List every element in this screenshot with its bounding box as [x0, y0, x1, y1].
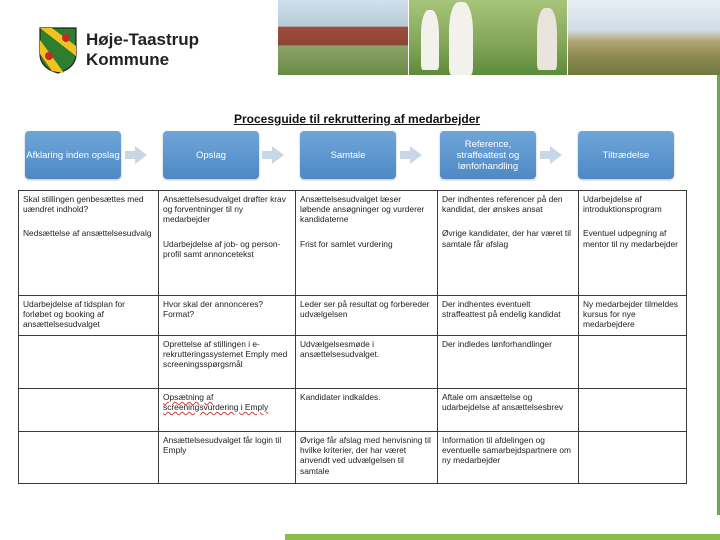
- table-row: [19, 389, 687, 432]
- phase-afklaring: Afklaring inden opslag: [25, 131, 121, 179]
- table-row: [19, 432, 687, 484]
- kommune-logo: [38, 26, 199, 74]
- arrow-right-icon: [550, 146, 562, 164]
- table-cell: Aftale om ansættelse og udarbejdelse af ansættelsesbrev: [438, 389, 579, 432]
- table-cell: Ansættelsesudvalget får login til Emply: [159, 432, 296, 484]
- phase-tiltraedelse: Tiltrædelse: [578, 131, 674, 179]
- bottom-accent-bar: [285, 534, 720, 540]
- table-cell: Ansættelsesudvalget drøfter krav og forventninger til ny medarbejder Udarbejdelse af job- og person-profil samt annoncetekst: [159, 191, 296, 296]
- org-name-line2: Kommune: [86, 50, 170, 69]
- arrow-right-icon: [135, 146, 147, 164]
- table-cell: Der indhentes referencer på den kandidat, der ønskes ansat Øvrige kandidater, der har været til samtale får afslag: [438, 191, 579, 296]
- phase-samtale: Samtale: [300, 131, 396, 179]
- table-cell: Ansættelsesudvalget læser løbende ansøgninger og vurderer kandidaterne Frist for samlet vurdering: [296, 191, 438, 296]
- phase-reference: Reference, straffeattest og lønforhandling: [440, 131, 536, 179]
- table-cell: [19, 432, 159, 484]
- arrow-right-icon: [410, 146, 422, 164]
- table-cell: [19, 336, 159, 389]
- people-photo: [409, 0, 567, 75]
- process-table: [18, 190, 687, 484]
- table-cell: Hvor skal der annonceres? Format?: [159, 296, 296, 336]
- table-row: [19, 336, 687, 389]
- arrow-right-icon: [272, 146, 284, 164]
- coat-of-arms-icon: [38, 26, 78, 74]
- header-photo-strip: [278, 0, 720, 75]
- table-cell: Ny medarbejder tilmeldes kursus for nye medarbejdere: [579, 296, 687, 336]
- table-cell: Øvrige får afslag med henvisning til hvilke kriterier, der har været anvendt ved udvælgelsen til samtale: [296, 432, 438, 484]
- table-cell: Opsætning af screeningsvurdering i Emply: [159, 389, 296, 432]
- page-title: Procesguide til rekruttering af medarbejder: [234, 112, 481, 126]
- table-cell: [19, 389, 159, 432]
- org-name-line1: Høje-Taastrup: [86, 30, 200, 49]
- table-cell: Udarbejdelse af introduktionsprogram Eventuel udpegning af mentor til ny medarbejder: [579, 191, 687, 296]
- table-cell: Leder ser på resultat og forbereder udvælgelsen: [296, 296, 438, 336]
- table-cell: [579, 336, 687, 389]
- table-cell: Der indledes lønforhandlinger: [438, 336, 579, 389]
- table-cell: Information til afdelingen og eventuelle samarbejdspartnere om ny medarbejder: [438, 432, 579, 484]
- table-cell: Der indhentes eventuelt straffeattest på endelig kandidat: [438, 296, 579, 336]
- table-row: [19, 191, 687, 296]
- landscape-photo: [568, 0, 720, 75]
- building-photo: [278, 0, 408, 75]
- table-cell: Kandidater indkaldes.: [296, 389, 438, 432]
- phase-opslag: Opslag: [163, 131, 259, 179]
- table-cell: Oprettelse af stillingen i e-rekrutteringssystemet Emply med screeningsspørgsmål: [159, 336, 296, 389]
- table-cell: [579, 432, 687, 484]
- table-cell: [579, 389, 687, 432]
- table-cell: Udvælgelsesmøde i ansættelsesudvalget.: [296, 336, 438, 389]
- table-cell: Skal stillingen genbesættes med uændret indhold? Nedsættelse af ansættelsesudvalg: [19, 191, 159, 296]
- table-row: [19, 296, 687, 336]
- table-cell: Udarbejdelse af tidsplan for forløbet og booking af ansættelsesudvalget: [19, 296, 159, 336]
